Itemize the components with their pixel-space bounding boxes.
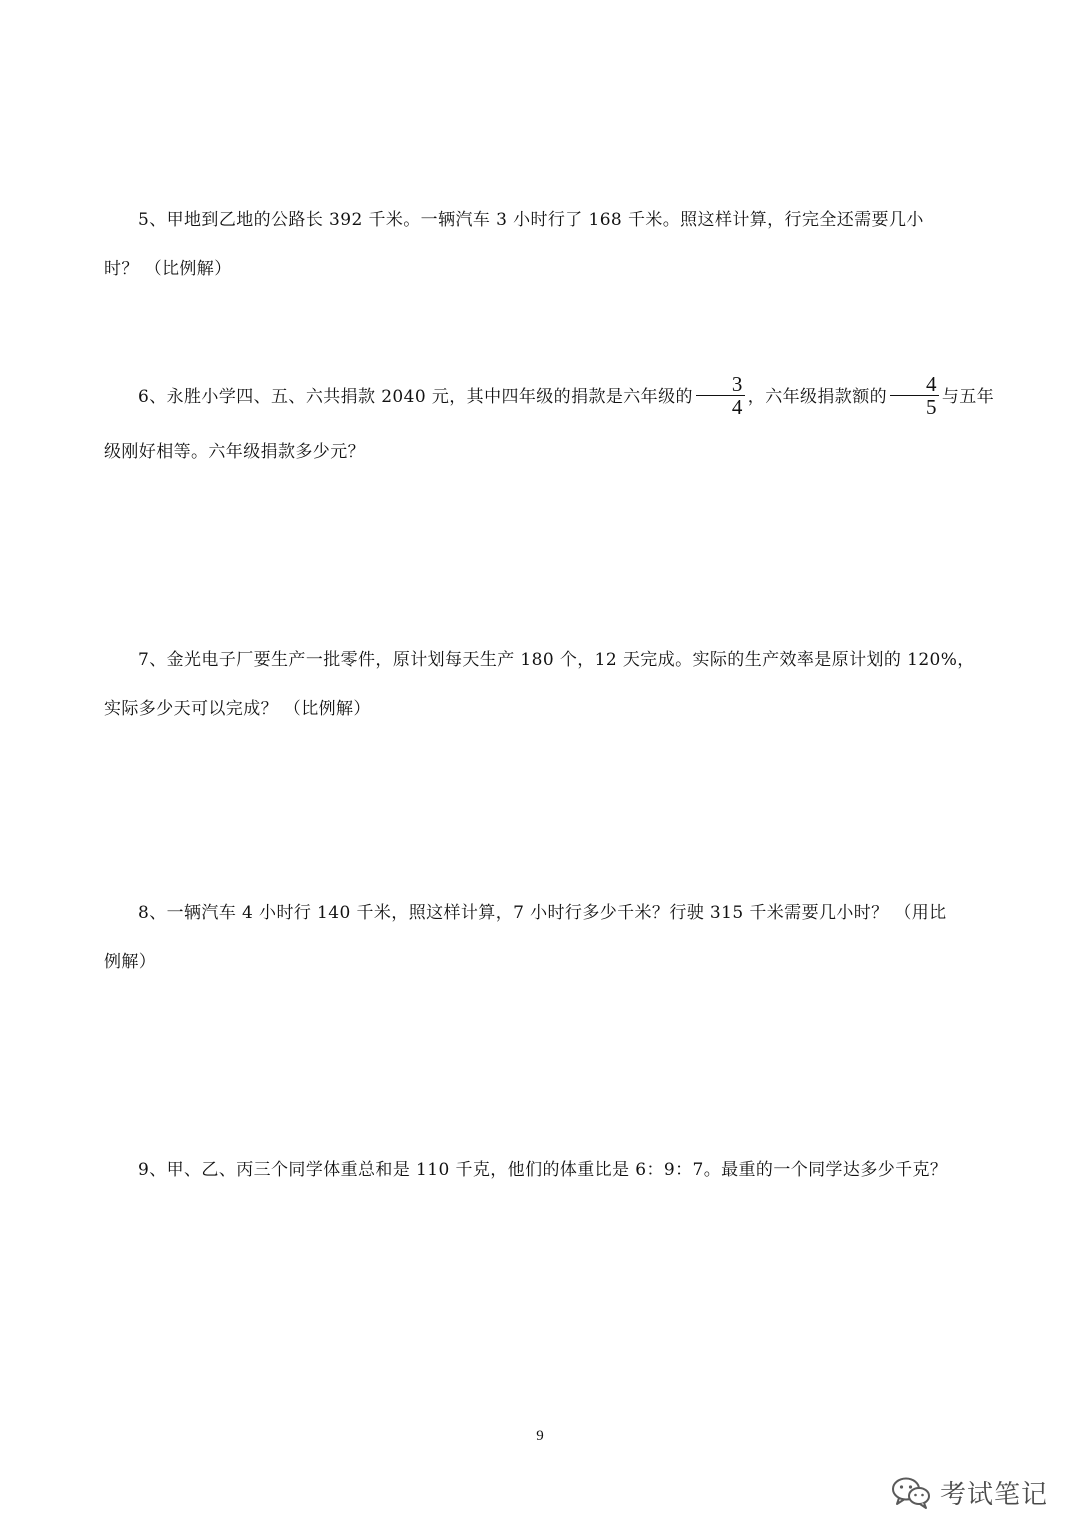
problem-5 (104, 196, 976, 294)
watermark (890, 1470, 1048, 1514)
problem-8-line-1: 8、一辆汽车 4 小时行 140 千米，照这样计算，7 小时行多少千米？行驶 315 千米需要几小时？ （用比 (138, 903, 947, 923)
watermark-text: 考试笔记 (940, 1479, 1049, 1510)
fraction-three-quarters (696, 373, 745, 418)
fraction-four-fifths (890, 373, 939, 418)
problem-9 (104, 1146, 976, 1195)
problem-9-line-1: 9、甲、乙、丙三个同学体重总和是 110 千克，他们的体重比是 6：9：7。最重的一个同学达多少千克？ (138, 1160, 948, 1180)
page-number: 9 (536, 1428, 544, 1444)
problem-8-line-2: 例解） (104, 952, 157, 972)
problem-6-text-c: 与五年 (941, 387, 995, 407)
fraction-denominator: 4 (731, 395, 743, 419)
problem-6-text-b: ，六年级捐款额的 (747, 387, 887, 407)
problem-6-line-1 (104, 366, 995, 428)
problem-6 (104, 366, 995, 477)
wechat-icon (890, 1474, 932, 1510)
problem-5-line-2: 时？ （比例解） (104, 259, 232, 279)
fraction-denominator: 5 (926, 395, 937, 419)
problem-5-line-1: 5、甲地到乙地的公路长 392 千米。一辆汽车 3 小时行了 168 千米。照这样计算，行完全还需要几小 (138, 210, 924, 230)
problem-7 (104, 636, 976, 734)
problem-7-line-1: 7、金光电子厂要生产一批零件，原计划每天生产 180 个，12 天完成。实际的生产效率是原计划的 120%， (138, 650, 975, 670)
problem-7-line-2: 实际多少天可以完成？ （比例解） (104, 699, 371, 719)
problem-8 (104, 889, 976, 987)
problem-6-line-2: 级刚好相等。六年级捐款多少元？ (104, 442, 365, 462)
fraction-numerator: 4 (890, 373, 939, 396)
problem-6-text-a: 6、永胜小学四、五、六共捐款 2040 元，其中四年级的捐款是六年级的 (138, 387, 693, 407)
fraction-numerator: 3 (696, 373, 745, 396)
